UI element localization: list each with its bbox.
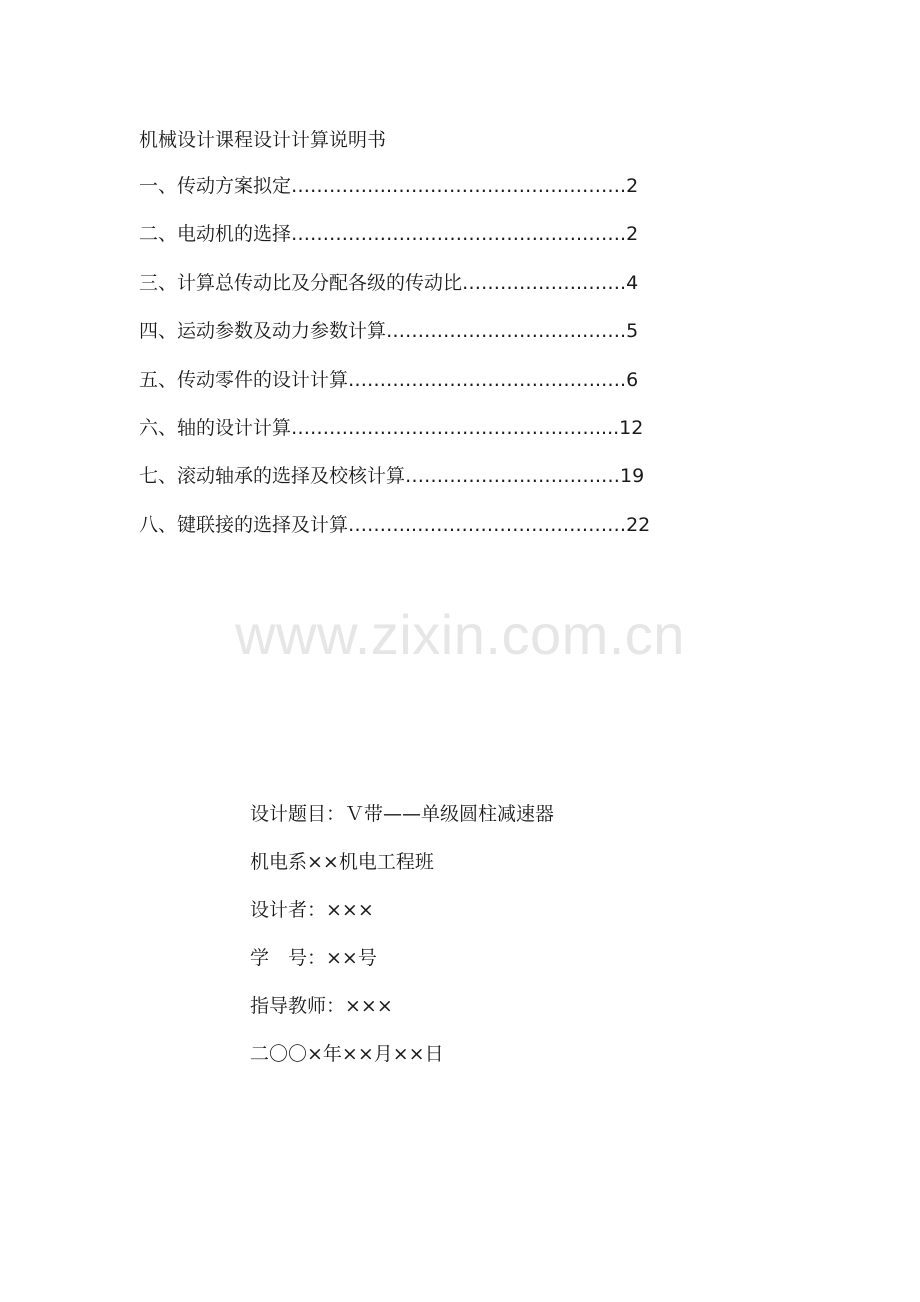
student-number: 学 号：××号 [250,947,377,969]
toc-entry-2: 二、电动机的选择……………………………………….…….2 [139,223,639,246]
watermark: www.zixin.com.cn [235,603,685,666]
toc-entry-8: 八、键联接的选择及计算………..……………………………22 [139,513,651,536]
toc-entry-3: 三、计算总传动比及分配各级的传动比……………….…….4 [139,271,639,294]
designer: 设计者：××× [250,899,374,921]
toc-entry-6: 六、轴的设计计算…………………………………………....12 [139,416,644,439]
date: 二〇〇×年××月××日 [250,1043,444,1065]
toc-entry-1: 一、传动方案拟定…………….……………………………….2 [139,175,639,197]
table-of-contents [139,172,719,559]
design-topic: 设计题目：Ｖ带——单级圆柱减速器 [250,803,555,825]
toc-entry-4: 四、运动参数及动力参数计算………………………….…….5 [139,320,639,343]
cover-info [250,800,554,1088]
document-title: 机械设计课程设计计算说明书 [139,129,387,151]
class-name: 机电系××机电工程班 [250,851,434,873]
toc-entry-5: 五、传动零件的设计计算………………………………….….6 [139,368,639,391]
toc-entry-7: 七、滚动轴承的选择及校核计算………………………….…19 [139,465,645,488]
advisor: 指导教师：××× [250,995,393,1017]
